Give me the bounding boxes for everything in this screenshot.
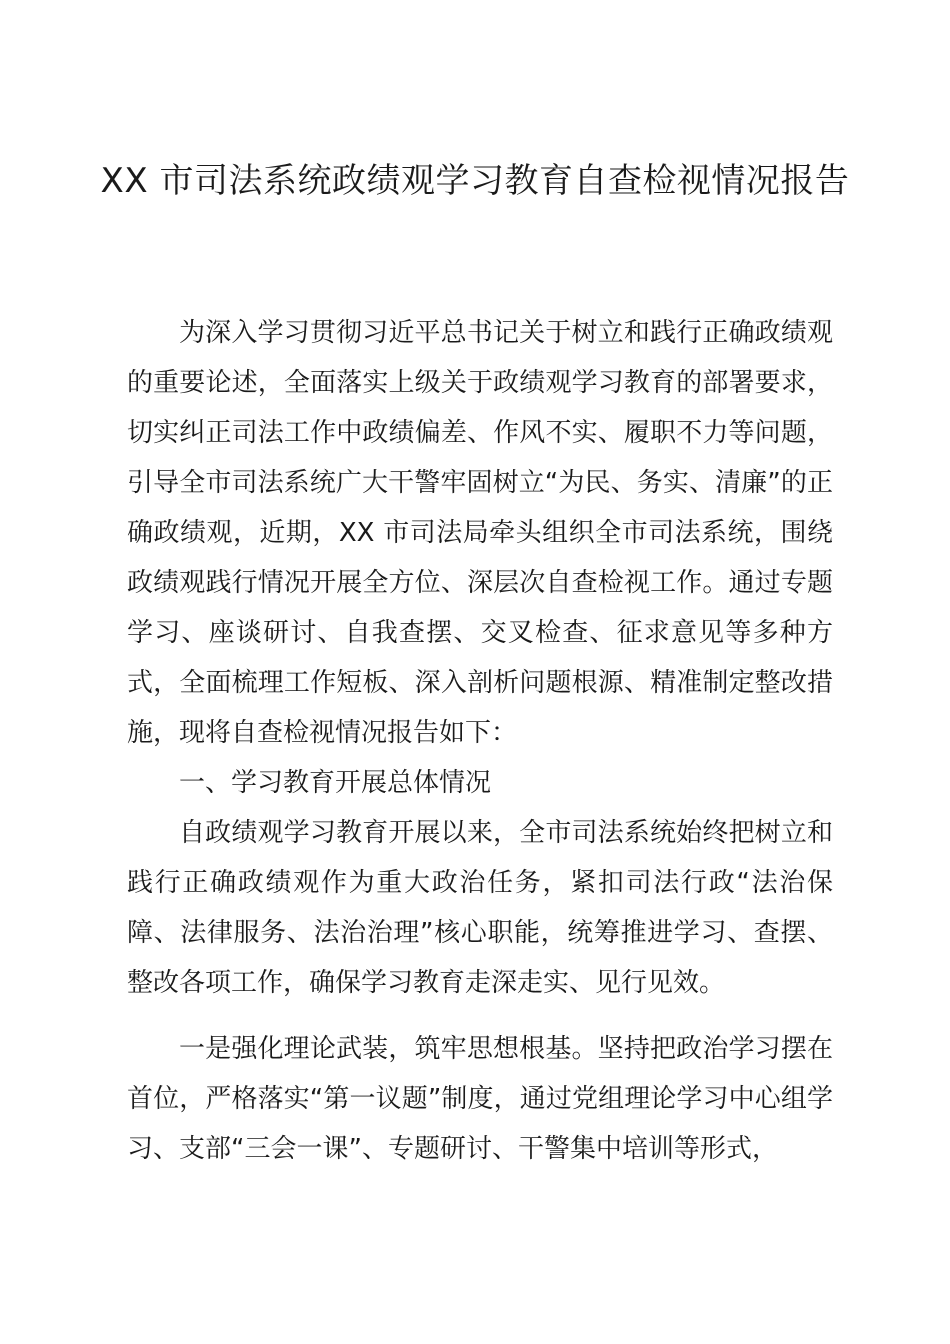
intro-paragraph: 为深入学习贯彻习近平总书记关于树立和践行正确政绩观的重要论述，全面落实上级关于政绩观学习教育的部署要求，切实纠正司法工作中政绩偏差、作风不实、履职不力等问题，引导全市司法系统广大干警牢固树立“为民、务实、清廉”的正确政绩观，近期，XX 市司法局牵头组织全市司法系统，围绕政绩观践行情况开展全方位、深层次自查检视工作。通过专题学习、座谈研讨、自我查摆、交叉检查、征求意见等多种方式，全面梳理工作短板、深入剖析问题根源、精准制定整改措施，现将自查检视情况报告如下： [127,318,833,748]
document-body [127,308,833,1174]
section-heading: 一、学习教育开展总体情况 [179,768,492,798]
body-paragraph: 一是强化理论武装，筑牢思想根基。坚持把政治学习摆在首位，严格落实“第一议题”制度，通过党组理论学习中心组学习、支部“三会一课”、专题研讨、干警集中培训等形式， [127,1034,833,1164]
document-title: XX 市司法系统政绩观学习教育自查检视情况报告 [100,161,850,201]
body-paragraph: 自政绩观学习教育开展以来，全市司法系统始终把树立和践行正确政绩观作为重大政治任务，紧扣司法行政“法治保障、法律服务、法治治理”核心职能，统筹推进学习、查摆、整改各项工作，确保学习教育走深走实、见行见效。 [127,818,833,998]
